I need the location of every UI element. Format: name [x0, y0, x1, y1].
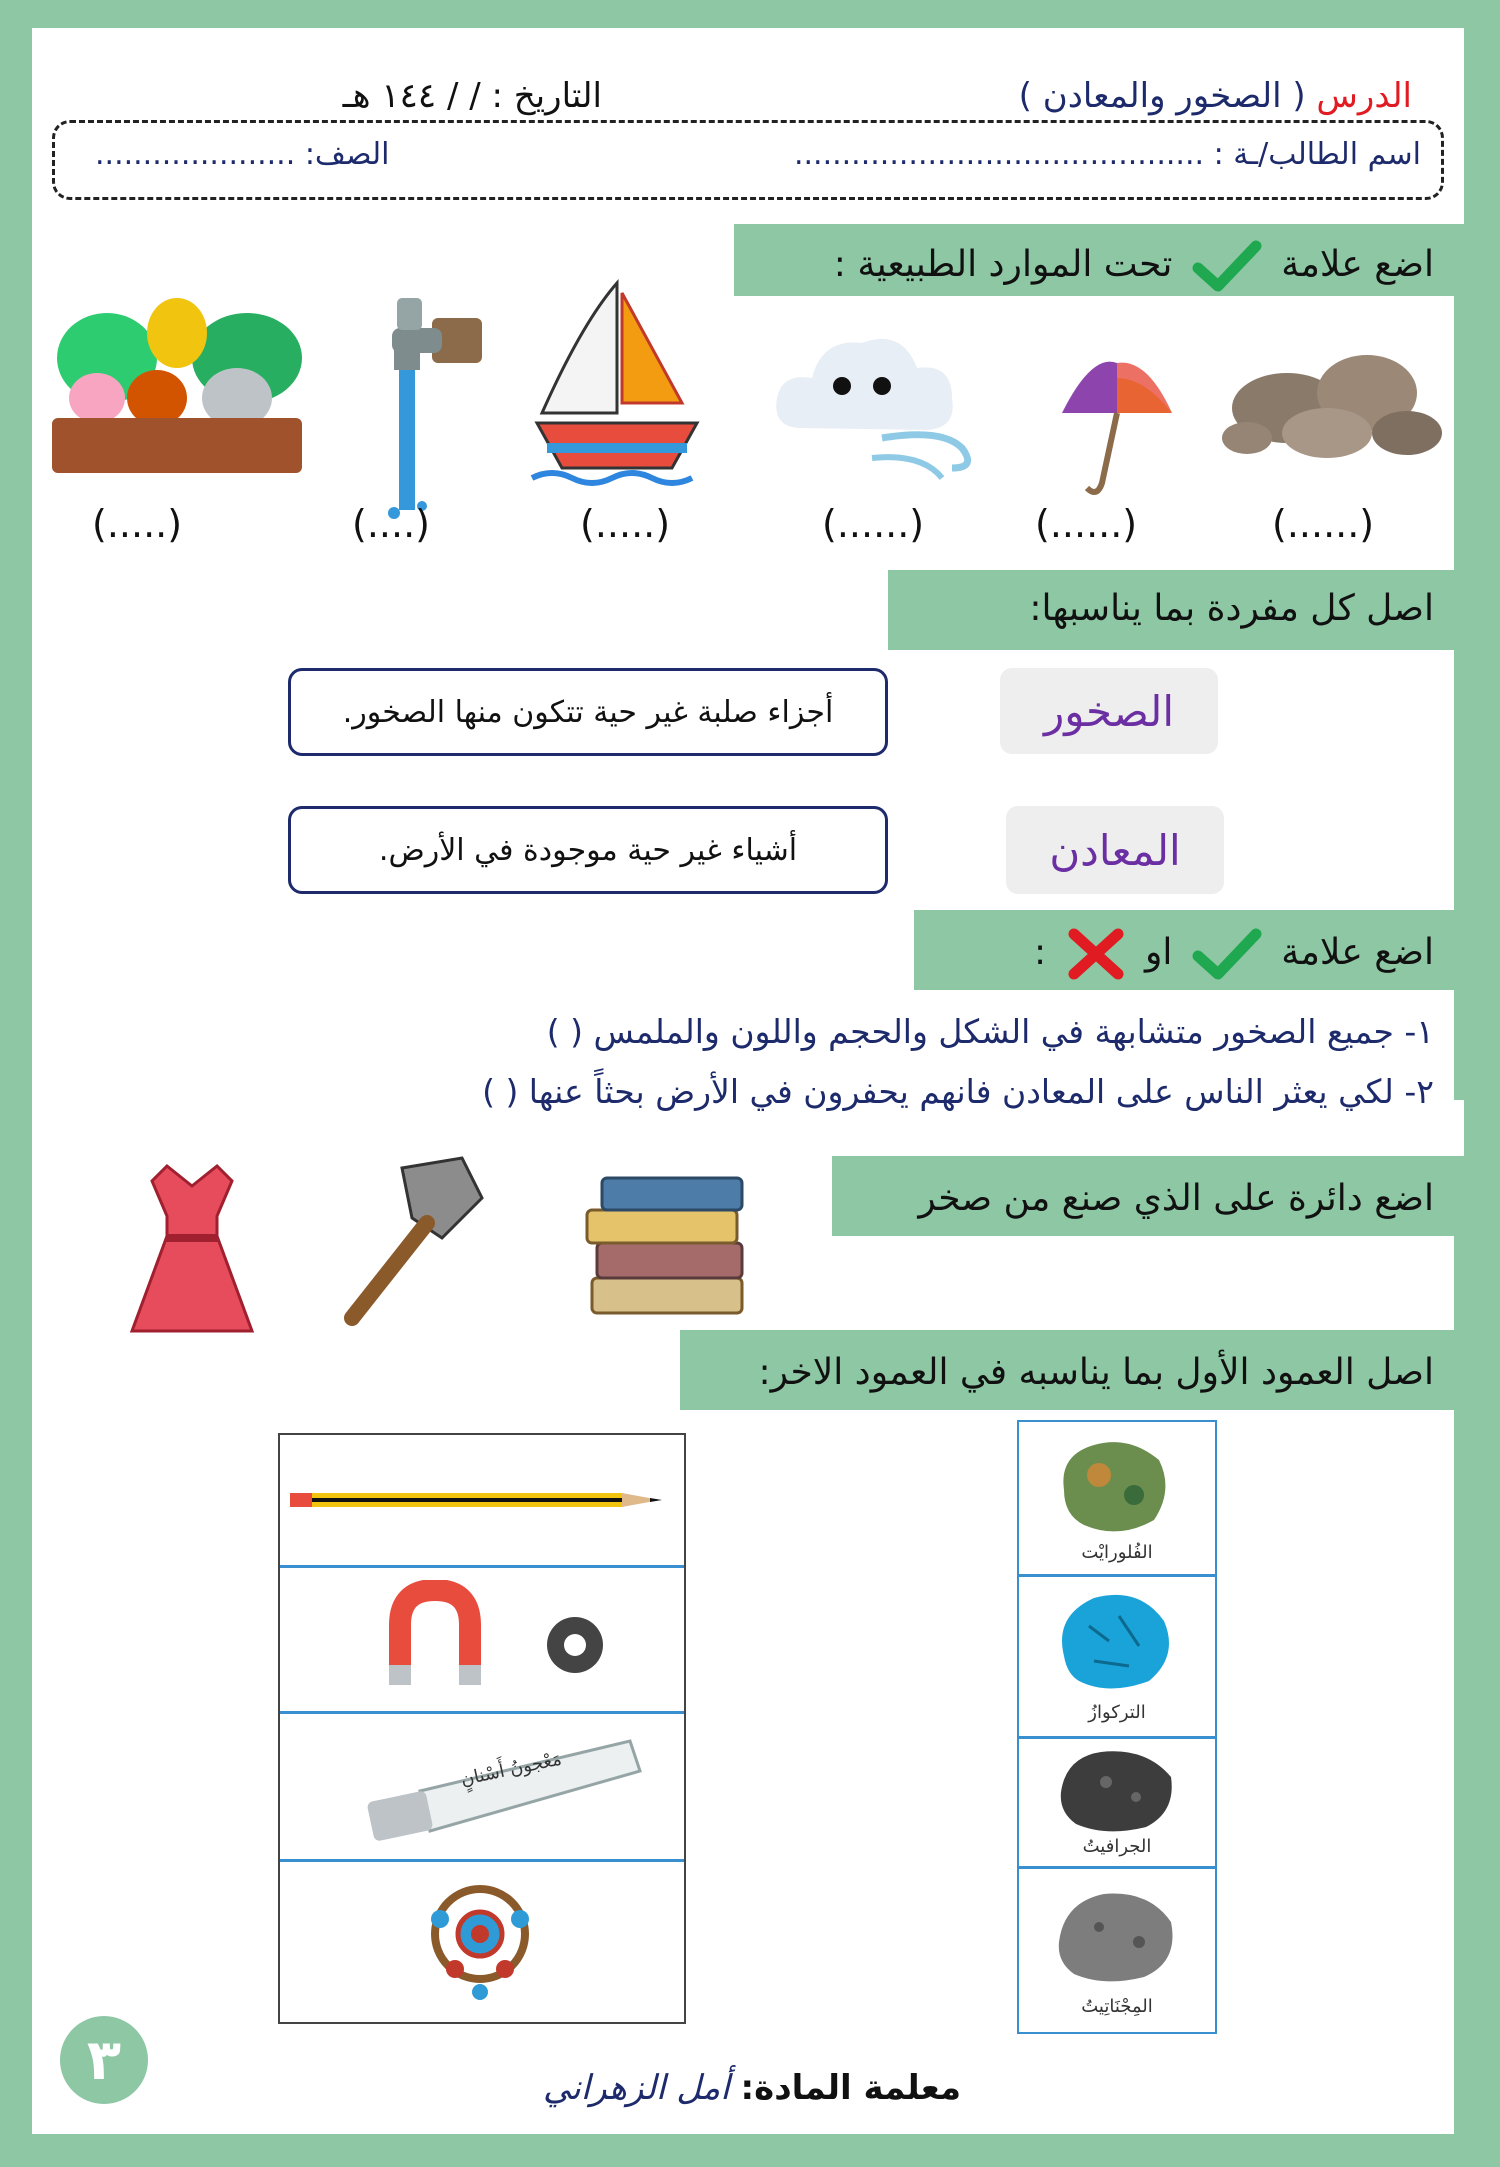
class-dots: ..................... [95, 137, 296, 172]
section2-side-line [1454, 570, 1464, 940]
zoo-animals-icon [47, 288, 307, 488]
word-minerals[interactable]: المعادن [1006, 806, 1224, 894]
student-dots: ........................................... [793, 137, 1205, 172]
page-number-badge [60, 2016, 148, 2104]
toothpaste-icon [360, 1731, 660, 1851]
rock-label-turquoise: التركوازُ [1088, 1702, 1146, 1723]
check-mark-icon [1192, 928, 1262, 980]
dress-icon[interactable] [122, 1156, 262, 1346]
worksheet-page [32, 28, 1464, 2134]
books-icon[interactable] [582, 1168, 752, 1328]
item-necklace[interactable] [280, 1859, 684, 2022]
section3-side-line [1454, 910, 1464, 1100]
toothpaste-label: مَعْجونُ أَسْنانٍ [458, 1748, 564, 1791]
rock-label-fluorite: الفُلورايْت [1081, 1542, 1153, 1563]
section1-title: اضع علامة تحت الموارد الطبيعية : [834, 240, 1434, 292]
section2-title: اصل كل مفردة بما يناسبها: [1029, 588, 1434, 629]
teacher-label: معلمة المادة: [740, 2068, 961, 2108]
item-magnet[interactable] [280, 1565, 684, 1714]
class-field[interactable] [95, 137, 389, 172]
rock-graphite[interactable] [1019, 1736, 1215, 1869]
definition-1[interactable]: أجزاء صلبة غير حية تتكون منها الصخور. [288, 668, 888, 756]
item-pencil[interactable] [280, 1435, 684, 1568]
lesson-title: ( الصخور والمعادن ) [1018, 76, 1306, 116]
check-mark-icon [1192, 240, 1262, 292]
rock-label-graphite: الجرافيتُ [1082, 1836, 1152, 1857]
blank-wind[interactable]: (......) [822, 502, 925, 546]
blank-umbrella[interactable]: (......) [1035, 502, 1138, 546]
student-label: اسم الطالب/ـة : [1213, 137, 1421, 172]
blank-zoo-animals[interactable]: (.....) [92, 502, 183, 546]
blank-boat[interactable]: (.....) [580, 502, 671, 546]
sailboat-icon [522, 263, 712, 493]
rock-magnetite[interactable] [1019, 1866, 1215, 2032]
statement-1[interactable]: ١- جميع الصخور متشابهة في الشكل والحجم واللون والملمس ( ) [546, 1012, 1434, 1051]
rock-fluorite[interactable] [1019, 1422, 1215, 1577]
section1-side-line [1454, 224, 1464, 594]
rocks-column [1017, 1420, 1217, 2034]
water-tap-icon [372, 288, 502, 528]
section3-title: اضع علامة او : [1034, 926, 1434, 982]
rocks-icon [1217, 348, 1447, 468]
teacher-signature-line [502, 2068, 1002, 2108]
necklace-icon [410, 1874, 550, 2009]
umbrella-icon [1052, 353, 1182, 503]
blank-rocks[interactable]: (......) [1272, 502, 1375, 546]
cross-mark-icon [1066, 926, 1126, 982]
teacher-name: أمل الزهراني [543, 2068, 730, 2108]
graphite-rock-icon [1051, 1742, 1181, 1837]
fluorite-rock-icon [1049, 1430, 1179, 1540]
magnet-icon [370, 1580, 630, 1700]
wind-cloud-icon [762, 318, 992, 498]
blank-water-tap[interactable]: (....) [352, 502, 430, 546]
word-rocks[interactable]: الصخور [1000, 668, 1218, 754]
student-name-field[interactable] [794, 137, 1421, 172]
student-info-box [52, 120, 1444, 200]
pencil-icon [290, 1485, 670, 1515]
lesson-label: الدرس [1316, 76, 1412, 116]
page-number: ٣ [86, 2027, 122, 2093]
magnetite-rock-icon [1049, 1882, 1184, 1992]
date-field[interactable]: التاريخ : / / ١٤٤ هـ [342, 76, 602, 116]
definition-2[interactable]: أشياء غير حية موجودة في الأرض. [288, 806, 888, 894]
statement-2[interactable]: ٢- لكي يعثر الناس على المعادن فانهم يحفرون في الأرض بحثاً عنها ( ) [482, 1072, 1434, 1111]
turquoise-rock-icon [1049, 1586, 1179, 1696]
section4-side-line [1454, 1156, 1464, 1346]
item-toothpaste[interactable] [280, 1711, 684, 1862]
lesson-header [592, 76, 1412, 126]
section5-side-line [1454, 1330, 1464, 2134]
section4-title: اضع دائرة على الذي صنع من صخر [918, 1178, 1434, 1219]
section5-title: اصل العمود الأول بما يناسبه في العمود الاخر: [758, 1352, 1434, 1393]
class-label: الصف: [304, 137, 390, 172]
rock-turquoise[interactable] [1019, 1574, 1215, 1739]
items-column [278, 1433, 686, 2024]
hammer-icon[interactable] [332, 1148, 502, 1338]
rock-label-magnetite: المِجْنَاتِيتُ [1081, 1996, 1153, 2017]
